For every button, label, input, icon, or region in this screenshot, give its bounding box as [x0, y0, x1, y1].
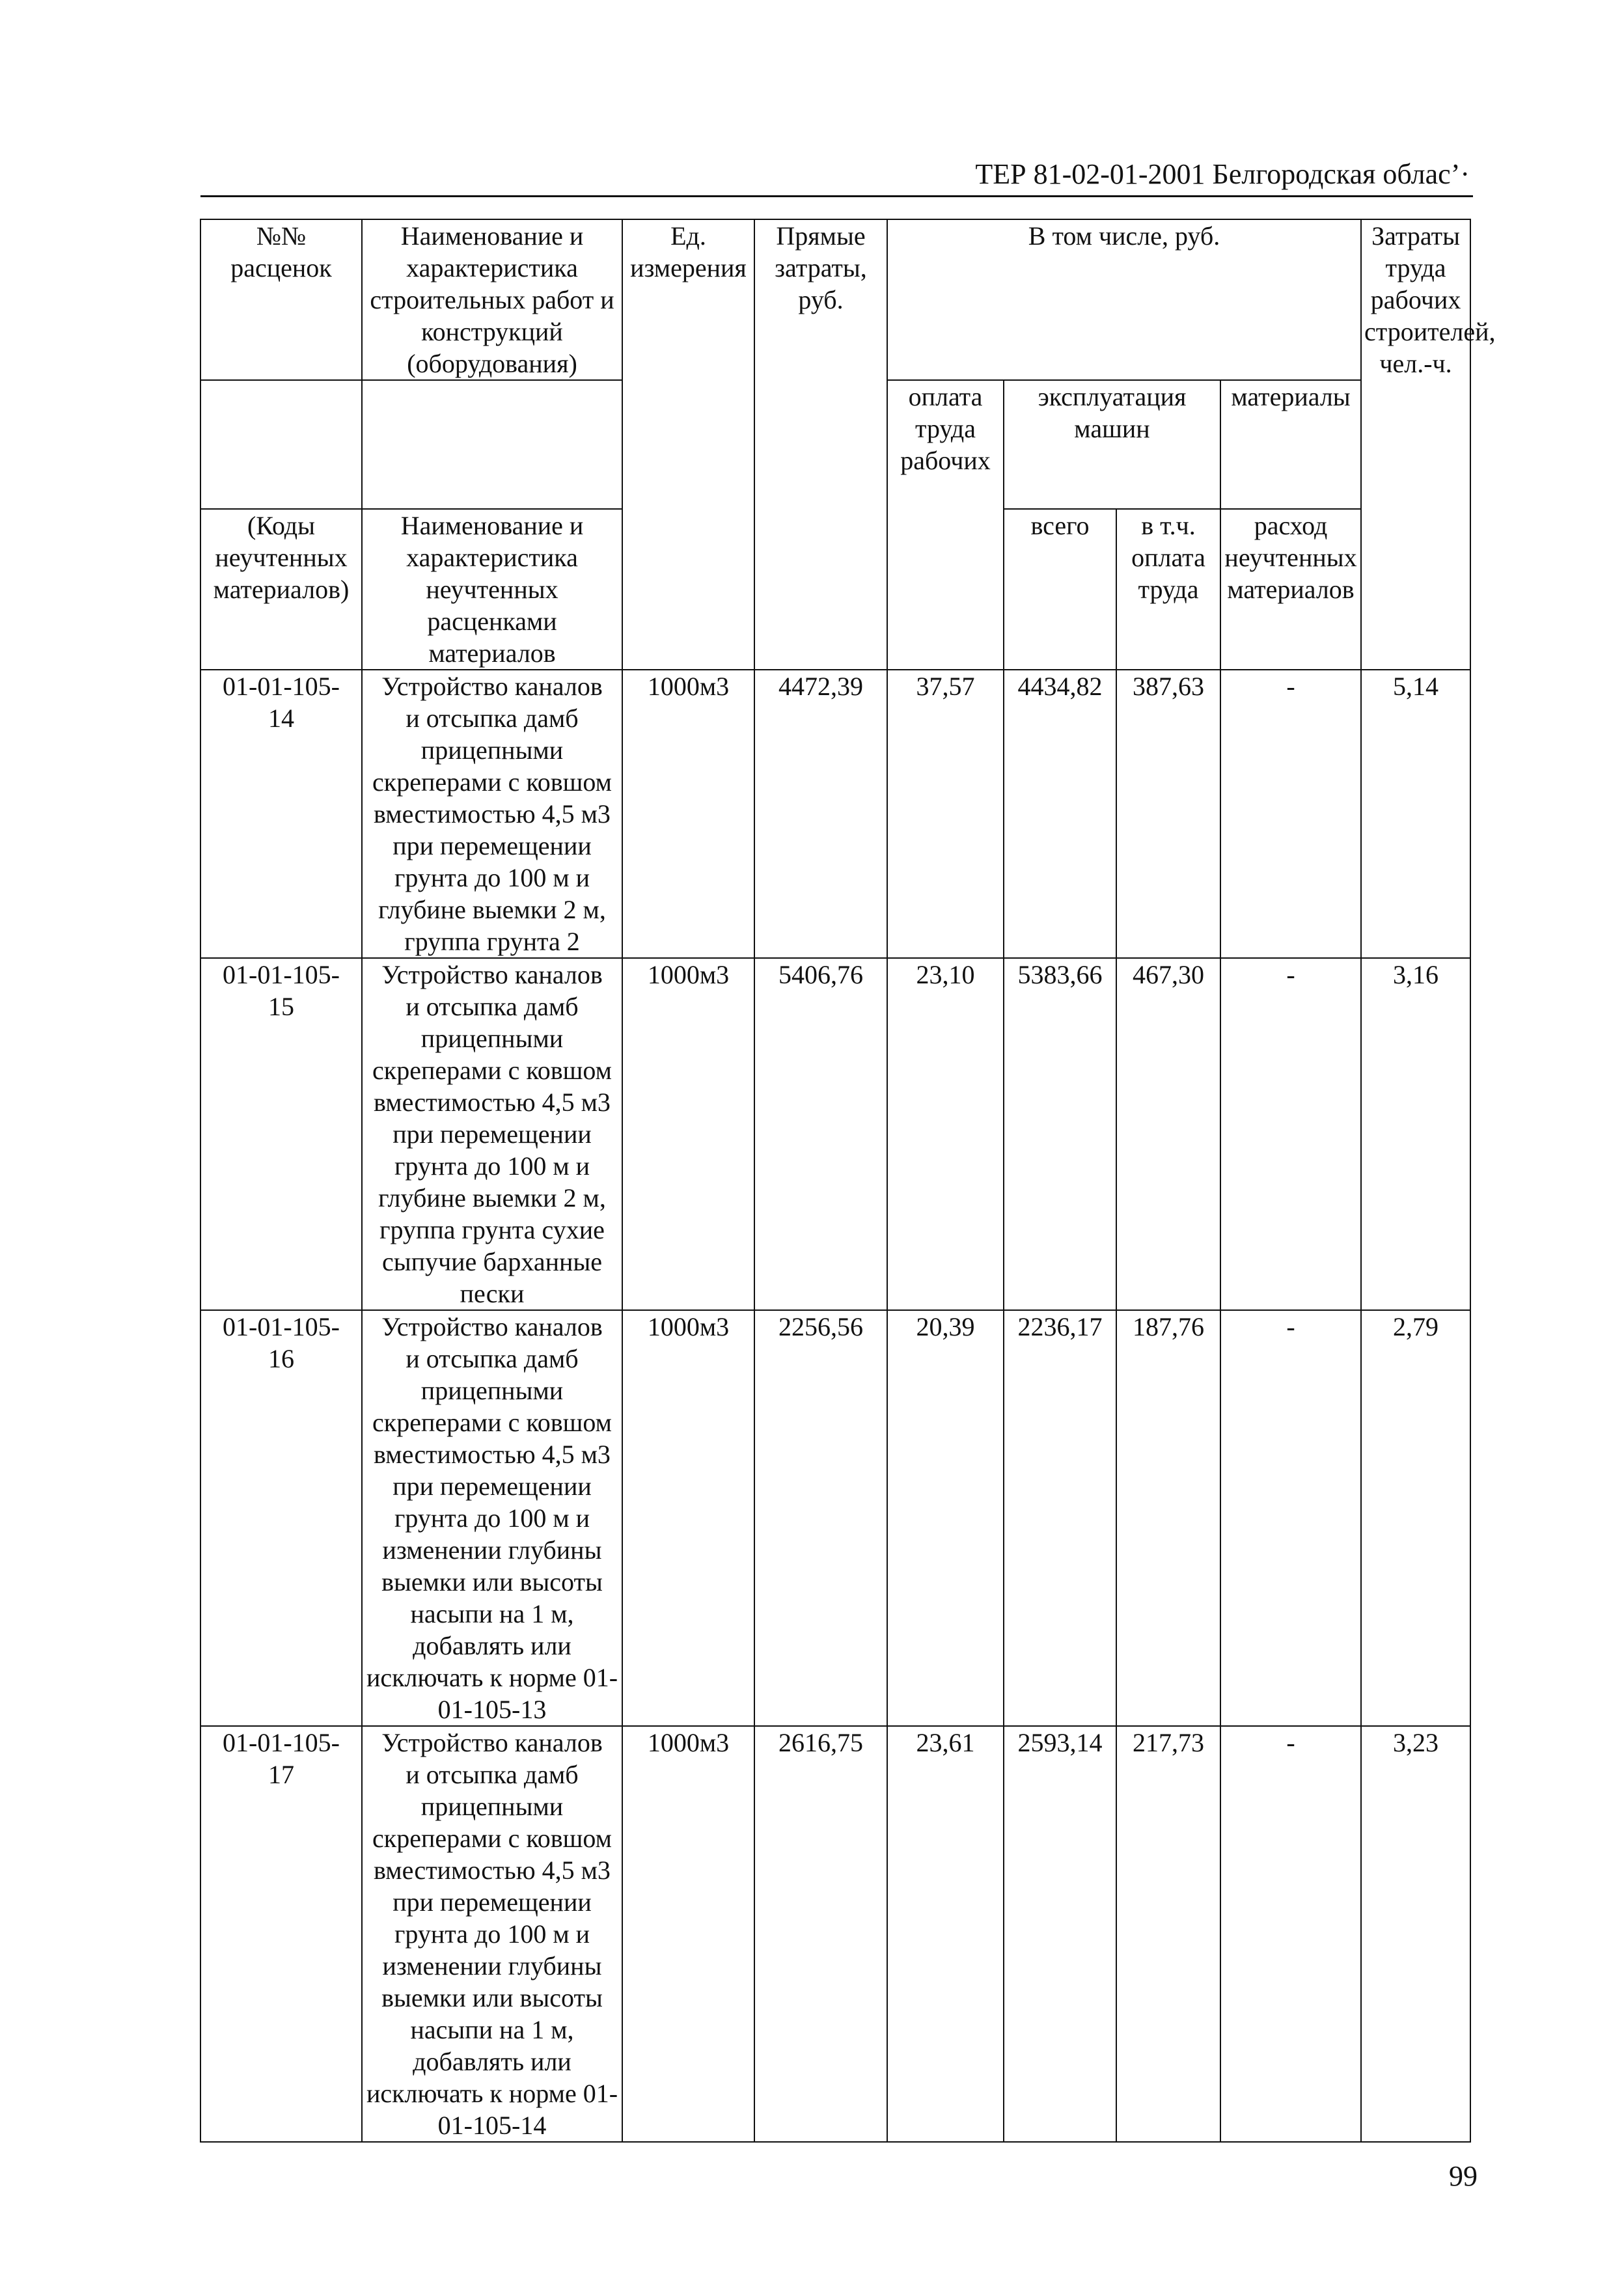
cell-direct: 2616,75	[754, 1726, 887, 2142]
table-row	[200, 670, 1470, 958]
cell-mach-wages: 467,30	[1116, 958, 1220, 1310]
cell-mach-total: 4434,82	[1004, 670, 1116, 958]
th-machines-total: всего	[1004, 509, 1116, 670]
code-line1: 01-01-105-	[223, 960, 340, 989]
cell-direct: 4472,39	[754, 670, 887, 958]
th-unit: Ед. измерения	[622, 219, 754, 670]
th-wages: оплата труда рабочих	[887, 380, 1004, 670]
th-machines-wages: в т.ч. оплата труда	[1116, 509, 1220, 670]
cell-labor: 2,79	[1361, 1310, 1470, 1726]
cell-labor: 3,16	[1361, 958, 1470, 1310]
cell-unit: 1000м3	[622, 670, 754, 958]
cell-code	[200, 670, 362, 958]
th-code-spacer	[200, 380, 362, 509]
cell-materials: -	[1220, 1310, 1361, 1726]
header-rule	[200, 195, 1473, 197]
cell-description	[362, 670, 622, 958]
cell-wages: 23,10	[887, 958, 1004, 1310]
cell-wages: 23,61	[887, 1726, 1004, 2142]
cell-direct: 5406,76	[754, 958, 887, 1310]
cell-code	[200, 958, 362, 1310]
th-name-spacer	[362, 380, 622, 509]
cell-labor: 5,14	[1361, 670, 1470, 958]
cell-code	[200, 1726, 362, 2142]
table-row	[200, 1726, 1470, 2142]
cell-mach-wages: 387,63	[1116, 670, 1220, 958]
code-line2: 16	[268, 1344, 294, 1373]
th-materials-unaccounted: расход неучтенных материалов	[1220, 509, 1361, 670]
desc-rest: и отсыпка дамб прицепными скреперами с ковшом вместимостью 4,5 м3 при перемещении грунта до 100 м и изменении глубины выемки или высоты насыпи на 1 м, добавлять или исключать к норме 01-01-105-14	[366, 1760, 618, 2140]
desc-rest: и отсыпка дамб прицепными скреперами с ковшом вместимостью 4,5 м3 при перемещении грунта до 100 м и глубине выемки 2 м, группа грунта 2	[372, 704, 612, 956]
code-line2: 14	[268, 704, 294, 733]
code-line1: 01-01-105-	[223, 672, 340, 701]
cell-labor: 3,23	[1361, 1726, 1470, 2142]
cell-description	[362, 1726, 622, 2142]
cell-unit: 1000м3	[622, 1310, 754, 1726]
th-name: Наименование и характеристика строительных работ и конструкций (оборудования)	[362, 219, 622, 380]
code-line2: 17	[268, 1760, 294, 1789]
cell-materials: -	[1220, 670, 1361, 958]
desc-rest: и отсыпка дамб прицепными скреперами с ковшом вместимостью 4,5 м3 при перемещении грунта до 100 м и изменении глубины выемки или высоты насыпи на 1 м, добавлять или исключать к норме 01-01-105-13	[366, 1344, 618, 1724]
cell-wages: 20,39	[887, 1310, 1004, 1726]
th-materials: материалы	[1220, 380, 1361, 509]
code-line2: 15	[268, 992, 294, 1021]
cell-description	[362, 958, 622, 1310]
cell-mach-wages: 217,73	[1116, 1726, 1220, 2142]
table-row	[200, 1310, 1470, 1726]
cell-materials: -	[1220, 1726, 1361, 2142]
th-material-names: Наименование и характеристика неучтенных расценками материалов	[362, 509, 622, 670]
cell-mach-total: 2236,17	[1004, 1310, 1116, 1726]
cell-description	[362, 1310, 622, 1726]
cell-direct: 2256,56	[754, 1310, 887, 1726]
code-line1: 01-01-105-	[223, 1312, 340, 1341]
cell-mach-total: 2593,14	[1004, 1726, 1116, 2142]
table-row	[200, 958, 1470, 1310]
desc-first: Устройство каналов	[381, 1312, 603, 1341]
cell-mach-wages: 187,76	[1116, 1310, 1220, 1726]
document-header: ТЕР 81-02-01-2001 Белгородская облас’·	[975, 158, 1470, 190]
cell-materials: -	[1220, 958, 1361, 1310]
desc-rest: и отсыпка дамб прицепными скреперами с ковшом вместимостью 4,5 м3 при перемещении грунта до 100 м и глубине выемки 2 м, группа грунта сухие сыпучие барханные пески	[372, 992, 612, 1308]
rates-table	[200, 219, 1496, 2143]
th-direct-costs: Прямые затраты, руб.	[754, 219, 887, 670]
th-including: В том числе, руб.	[887, 219, 1361, 380]
page-number: 99	[1449, 2160, 1478, 2192]
cell-wages: 37,57	[887, 670, 1004, 958]
desc-first: Устройство каналов	[381, 672, 603, 701]
th-material-codes: (Коды неучтенных материалов)	[200, 509, 362, 670]
cell-code	[200, 1310, 362, 1726]
code-line1: 01-01-105-	[223, 1728, 340, 1757]
th-labor: Затраты труда рабочих строителей, чел.-ч.	[1361, 219, 1470, 670]
th-code: №№ расценок	[200, 219, 362, 380]
desc-first: Устройство каналов	[381, 960, 603, 989]
cell-unit: 1000м3	[622, 1726, 754, 2142]
header-row-1	[200, 219, 1470, 380]
th-machines: эксплуатация машин	[1004, 380, 1220, 509]
desc-first: Устройство каналов	[381, 1728, 603, 1757]
cell-mach-total: 5383,66	[1004, 958, 1116, 1310]
cell-unit: 1000м3	[622, 958, 754, 1310]
